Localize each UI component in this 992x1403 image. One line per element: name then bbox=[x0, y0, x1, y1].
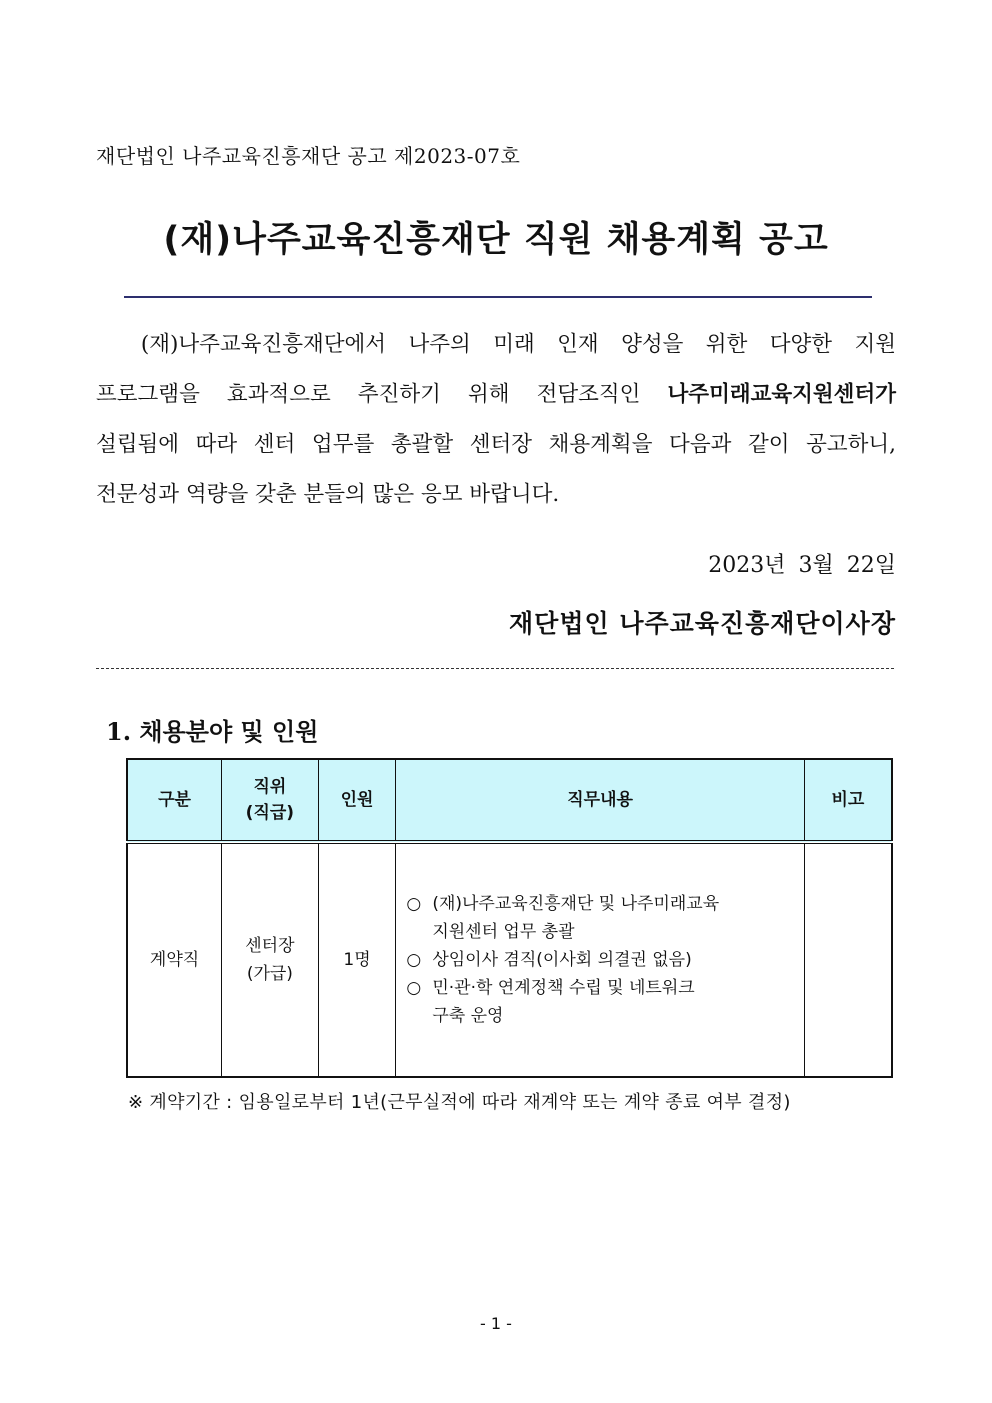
header-duties: 직무내용 bbox=[396, 759, 805, 842]
body-line-4: 전문성과 역량을 갖춘 분들의 많은 응모 바랍니다. bbox=[96, 482, 560, 507]
cell-position-line2: (가급) bbox=[246, 964, 293, 984]
recruitment-table bbox=[126, 758, 893, 1078]
header-category: 구분 bbox=[127, 759, 222, 842]
center-name-highlight: 나주미래교육지원센터가 bbox=[667, 382, 896, 407]
circle-bullet-icon: ○ bbox=[406, 978, 422, 998]
duty-item-2 bbox=[406, 946, 804, 974]
table-row bbox=[127, 842, 892, 1077]
body-line-2-text: 프로그램을 효과적으로 추진하기 위해 전담조직인 bbox=[96, 382, 668, 407]
announcement-body bbox=[96, 320, 896, 520]
signer: 재단법인 나주교육진흥재단이사장 bbox=[509, 609, 896, 638]
cell-remarks bbox=[804, 842, 892, 1077]
duty-3-line2: 구축 운영 bbox=[432, 1006, 504, 1026]
circle-bullet-icon: ○ bbox=[406, 894, 422, 914]
header-position-line1: 직위 bbox=[253, 777, 287, 797]
page-number: - 1 - bbox=[480, 1314, 512, 1333]
duty-2-text: 상임이사 겸직(이사회 의결권 없음) bbox=[432, 950, 692, 970]
duty-item-3 bbox=[406, 974, 804, 1002]
contract-period-note: ※ 계약기간 : 임용일로부터 1년(근무실적에 따라 재계약 또는 계약 종료 여부 결정) bbox=[128, 1092, 791, 1113]
cell-headcount: 1명 bbox=[318, 842, 396, 1077]
circle-bullet-icon: ○ bbox=[406, 950, 422, 970]
duty-item-3-cont bbox=[406, 1002, 804, 1030]
duty-item-1 bbox=[406, 890, 804, 918]
duty-1-line2: 지원센터 업무 총괄 bbox=[432, 922, 575, 942]
body-line-1 bbox=[96, 320, 896, 370]
title-underline bbox=[124, 296, 872, 298]
duty-item-1-cont bbox=[406, 918, 804, 946]
cell-duties bbox=[396, 842, 805, 1077]
cell-position bbox=[222, 842, 319, 1077]
header-headcount: 인원 bbox=[318, 759, 396, 842]
body-line-2 bbox=[96, 370, 896, 420]
header-position-line2: (직급) bbox=[245, 803, 295, 823]
bullet-indent bbox=[406, 1002, 432, 1030]
announcement-date: 2023년 3월 22일 bbox=[708, 553, 896, 578]
body-line-3: 설립됨에 따라 센터 업무를 총괄할 센터장 채용계획을 다음과 같이 공고하니, bbox=[96, 432, 896, 457]
duty-3-line1: 민·관·학 연계정책 수립 및 네트워크 bbox=[432, 978, 695, 998]
dashed-divider bbox=[96, 668, 894, 669]
header-remarks: 비고 bbox=[804, 759, 892, 842]
cell-category: 계약직 bbox=[127, 842, 222, 1077]
body-line-1-text: (재)나주교육진흥재단에서 나주의 미래 인재 양성을 위한 다양한 지원 bbox=[140, 332, 897, 357]
section-heading: 1. 채용분야 및 인원 bbox=[106, 717, 319, 746]
header-position bbox=[222, 759, 319, 842]
notice-number: 재단법인 나주교육진흥재단 공고 제2023-07호 bbox=[96, 144, 521, 168]
duty-1-line1: (재)나주교육진흥재단 및 나주미래교육 bbox=[432, 894, 720, 914]
table-header-row bbox=[127, 759, 892, 842]
page-title: (재)나주교육진흥재단 직원 채용계획 공고 bbox=[163, 220, 829, 260]
bullet-indent bbox=[406, 918, 432, 946]
cell-position-line1: 센터장 bbox=[245, 936, 295, 956]
